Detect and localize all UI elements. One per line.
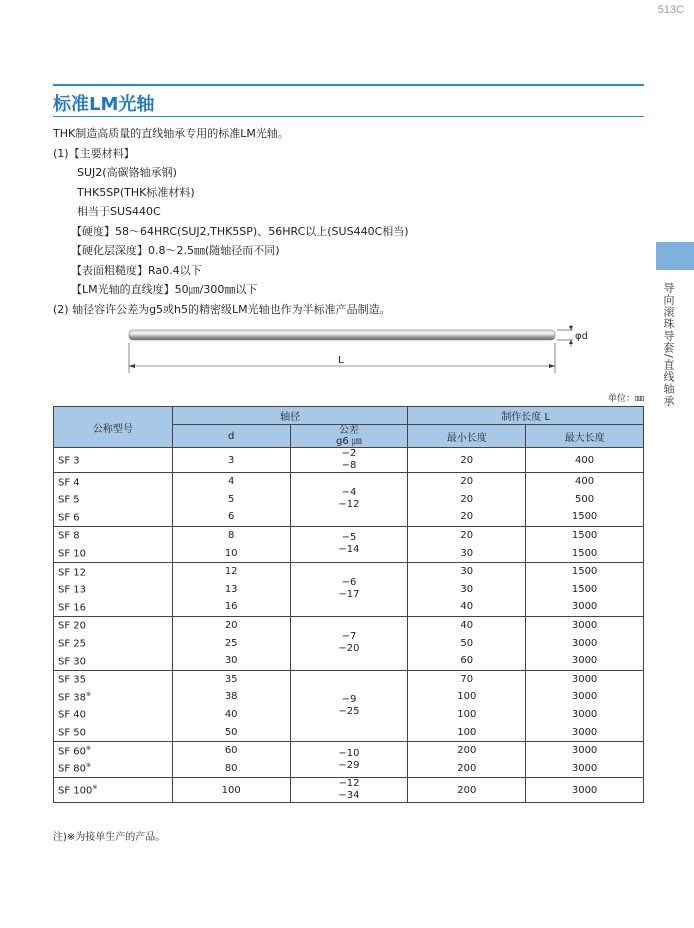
cell-max-length bbox=[526, 616, 644, 634]
table-row bbox=[54, 562, 644, 580]
item-2-text: (2) 轴径容许公差为g5或h5的精密级LM光轴也作为半标准产品制造。 bbox=[53, 302, 391, 316]
cell-model-text: SF 20 bbox=[58, 620, 87, 632]
cell-min-length-text: 20 bbox=[460, 530, 474, 542]
cell-model-text: SF 50 bbox=[58, 727, 87, 739]
cell-max-length-text: 1500 bbox=[571, 583, 598, 595]
cell-max-length-text: 3000 bbox=[571, 637, 598, 649]
cell-d-text: 16 bbox=[224, 601, 238, 613]
cell-min-length-text: 40 bbox=[460, 620, 474, 632]
page-number: 513C bbox=[657, 4, 684, 16]
cell-min-length-text: 30 bbox=[460, 583, 474, 595]
tolerance-lower: −25 bbox=[338, 705, 360, 717]
tolerance-lower: −34 bbox=[338, 790, 360, 802]
cell-model-text: SF 6 bbox=[58, 512, 80, 524]
cell-max-length-text: 3000 bbox=[571, 691, 598, 703]
header-max-length: 最大长度 bbox=[526, 425, 644, 448]
cell-d bbox=[172, 581, 290, 599]
cell-min-length bbox=[408, 508, 526, 526]
cell-min-length-text: 200 bbox=[457, 762, 477, 774]
cell-model-text: SF 40 bbox=[58, 709, 87, 721]
cell-d bbox=[172, 473, 290, 491]
side-tab bbox=[656, 242, 694, 270]
header-tolerance-label: 公差 bbox=[338, 425, 359, 436]
cell-model-text: SF 38 bbox=[58, 692, 87, 704]
cell-d-text: 50 bbox=[224, 726, 238, 738]
cell-min-length-text: 100 bbox=[457, 691, 477, 703]
materials-heading: (1)【主要材料】 bbox=[53, 146, 135, 160]
material-item: THK5SP(THK标准材料) bbox=[77, 185, 195, 199]
cell-tolerance bbox=[290, 741, 408, 777]
shaft-rod bbox=[129, 330, 555, 340]
header-min-length: 最小长度 bbox=[408, 425, 526, 448]
cell-max-length bbox=[526, 448, 644, 473]
cell-model bbox=[54, 778, 173, 803]
cell-max-length bbox=[526, 544, 644, 562]
tolerance-lower: −12 bbox=[338, 499, 360, 511]
cell-min-length bbox=[408, 598, 526, 616]
cell-model-text: SF 100 bbox=[58, 785, 93, 797]
made-to-order-mark: ※ bbox=[86, 744, 92, 752]
cell-min-length bbox=[408, 706, 526, 724]
cell-max-length-text: 1500 bbox=[571, 547, 598, 559]
cell-min-length bbox=[408, 544, 526, 562]
cell-min-length-text: 20 bbox=[460, 454, 474, 466]
cell-max-length-text: 3000 bbox=[571, 655, 598, 667]
cell-d bbox=[172, 526, 290, 544]
cell-d bbox=[172, 778, 290, 803]
cell-model-text: SF 80 bbox=[58, 763, 87, 775]
cell-d-text: 6 bbox=[228, 511, 235, 523]
cell-d-text: 4 bbox=[228, 476, 235, 488]
tolerance-upper: −10 bbox=[338, 747, 360, 759]
cell-model bbox=[54, 741, 173, 759]
cell-tolerance bbox=[290, 526, 408, 562]
cell-min-length-text: 50 bbox=[460, 637, 474, 649]
tolerance-lower: −29 bbox=[338, 759, 360, 771]
cell-max-length-text: 3000 bbox=[571, 601, 598, 613]
tolerance-upper: −5 bbox=[341, 532, 357, 544]
cell-model-text: SF 4 bbox=[58, 476, 80, 488]
cell-d bbox=[172, 448, 290, 473]
header-model: 公称型号 bbox=[54, 407, 173, 448]
footnote: 注)※为接单生产的产品。 bbox=[53, 832, 166, 843]
table-row bbox=[54, 670, 644, 688]
cell-d bbox=[172, 634, 290, 652]
cell-min-length bbox=[408, 688, 526, 706]
material-item: 相当于SUS440C bbox=[77, 205, 161, 218]
cell-d bbox=[172, 706, 290, 724]
cell-model bbox=[54, 508, 173, 526]
cell-max-length-text: 3000 bbox=[571, 762, 598, 774]
cell-max-length bbox=[526, 581, 644, 599]
cell-min-length bbox=[408, 616, 526, 634]
shaft-drawing bbox=[125, 325, 595, 375]
cell-max-length bbox=[526, 473, 644, 491]
cell-d-text: 10 bbox=[224, 547, 238, 559]
spec-straightness: 【LM光轴的直线度】50㎛/300㎜以下 bbox=[71, 283, 258, 296]
spec-hardened-depth: 【硬化层深度】0.8～2.5㎜(随轴径而不同) bbox=[71, 244, 280, 257]
cell-model bbox=[54, 491, 173, 509]
tolerance-lower: −17 bbox=[338, 589, 360, 601]
cell-model-text: SF 10 bbox=[58, 548, 87, 560]
cell-model-text: SF 12 bbox=[58, 566, 87, 578]
cell-max-length-text: 3000 bbox=[571, 709, 598, 721]
cell-max-length-text: 400 bbox=[575, 454, 595, 466]
cell-max-length-text: 1500 bbox=[571, 511, 598, 523]
cell-max-length bbox=[526, 508, 644, 526]
spec-hardness: 【硬度】58～64HRC(SUJ2,THK5SP)、56HRC以上(SUS440C相当) bbox=[71, 224, 409, 238]
intro-text: THK制造高质量的直线轴承专用的标准LM光轴。 bbox=[53, 127, 289, 140]
cell-d bbox=[172, 491, 290, 509]
cell-min-length-text: 200 bbox=[457, 745, 477, 757]
spec-roughness: 【表面粗糙度】Ra0.4以下 bbox=[71, 263, 202, 277]
tolerance-upper: −4 bbox=[341, 487, 357, 499]
page-title: 标准LM光轴 bbox=[53, 94, 155, 115]
cell-min-length bbox=[408, 723, 526, 741]
tolerance-upper: −12 bbox=[338, 778, 360, 790]
cell-d bbox=[172, 741, 290, 759]
cell-model bbox=[54, 581, 173, 599]
cell-model bbox=[54, 616, 173, 634]
cell-min-length-text: 20 bbox=[460, 511, 474, 523]
tolerance-lower: −8 bbox=[341, 460, 357, 471]
tolerance-lower: −14 bbox=[338, 544, 360, 556]
header-length: 制作长度 L bbox=[408, 407, 644, 425]
material-item: SUJ2(高碳铬轴承钢) bbox=[77, 166, 177, 179]
cell-max-length-text: 3000 bbox=[571, 784, 598, 796]
cell-max-length bbox=[526, 670, 644, 688]
cell-model-text: SF 25 bbox=[58, 638, 87, 650]
description-block bbox=[53, 124, 409, 319]
cell-d-text: 30 bbox=[224, 655, 238, 667]
cell-min-length bbox=[408, 448, 526, 473]
cell-model-text: SF 13 bbox=[58, 584, 87, 596]
cell-model bbox=[54, 634, 173, 652]
cell-min-length-text: 20 bbox=[460, 493, 474, 505]
cell-d bbox=[172, 616, 290, 634]
cell-model-text: SF 30 bbox=[58, 655, 87, 667]
cell-min-length-text: 20 bbox=[460, 476, 474, 488]
cell-max-length bbox=[526, 760, 644, 778]
cell-d-text: 5 bbox=[228, 493, 235, 505]
spec-table bbox=[53, 406, 644, 803]
table-row bbox=[54, 526, 644, 544]
cell-d bbox=[172, 723, 290, 741]
cell-min-length bbox=[408, 670, 526, 688]
header-shaft-diameter: 轴径 bbox=[172, 407, 408, 425]
header-tolerance-unit: g6 ㎛ bbox=[336, 436, 362, 447]
tolerance-upper: −7 bbox=[341, 631, 357, 643]
cell-d bbox=[172, 652, 290, 670]
cell-d-text: 80 bbox=[224, 762, 238, 774]
cell-model bbox=[54, 688, 173, 706]
cell-min-length bbox=[408, 581, 526, 599]
cell-min-length-text: 40 bbox=[460, 601, 474, 613]
table-row bbox=[54, 473, 644, 491]
cell-min-length bbox=[408, 562, 526, 580]
cell-model bbox=[54, 723, 173, 741]
dim-L-label: L bbox=[338, 355, 344, 366]
cell-tolerance bbox=[290, 562, 408, 616]
tolerance-lower: −20 bbox=[338, 643, 360, 655]
cell-tolerance bbox=[290, 616, 408, 670]
cell-d-text: 60 bbox=[224, 745, 238, 757]
cell-d-text: 8 bbox=[228, 530, 235, 542]
tolerance-upper: −9 bbox=[341, 693, 357, 705]
cell-min-length bbox=[408, 652, 526, 670]
cell-min-length bbox=[408, 760, 526, 778]
cell-model bbox=[54, 706, 173, 724]
cell-min-length-text: 70 bbox=[460, 673, 474, 685]
cell-d-text: 35 bbox=[224, 673, 238, 685]
cell-tolerance bbox=[290, 670, 408, 741]
cell-max-length bbox=[526, 491, 644, 509]
cell-max-length-text: 1500 bbox=[571, 530, 598, 542]
cell-d-text: 12 bbox=[224, 566, 238, 578]
header-d: d bbox=[172, 425, 290, 448]
cell-min-length-text: 30 bbox=[460, 547, 474, 559]
cell-model bbox=[54, 448, 173, 473]
cell-max-length bbox=[526, 778, 644, 803]
title-bar bbox=[53, 84, 644, 117]
table-row bbox=[54, 448, 644, 473]
cell-d bbox=[172, 562, 290, 580]
cell-min-length-text: 100 bbox=[457, 709, 477, 721]
unit-label: 单位：㎜ bbox=[607, 394, 644, 404]
cell-max-length-text: 400 bbox=[575, 476, 595, 488]
table-row bbox=[54, 616, 644, 634]
cell-max-length bbox=[526, 562, 644, 580]
cell-model-text: SF 60 bbox=[58, 745, 87, 757]
table-row bbox=[54, 778, 644, 803]
cell-min-length bbox=[408, 778, 526, 803]
cell-model-text: SF 5 bbox=[58, 494, 80, 506]
cell-d bbox=[172, 670, 290, 688]
cell-model-text: SF 8 bbox=[58, 530, 80, 542]
cell-max-length bbox=[526, 688, 644, 706]
cell-max-length-text: 3000 bbox=[571, 726, 598, 738]
tolerance-upper: −6 bbox=[341, 577, 357, 589]
cell-max-length-text: 3000 bbox=[571, 620, 598, 632]
cell-d bbox=[172, 760, 290, 778]
cell-min-length bbox=[408, 526, 526, 544]
made-to-order-mark: ※ bbox=[86, 690, 92, 698]
made-to-order-mark: ※ bbox=[92, 783, 98, 791]
cell-d bbox=[172, 598, 290, 616]
table-row bbox=[54, 741, 644, 759]
cell-d-text: 20 bbox=[224, 620, 238, 632]
cell-model bbox=[54, 473, 173, 491]
cell-min-length bbox=[408, 491, 526, 509]
cell-model bbox=[54, 670, 173, 688]
header-tolerance bbox=[290, 425, 408, 448]
tolerance-upper: −2 bbox=[341, 448, 357, 459]
cell-d bbox=[172, 688, 290, 706]
cell-d-text: 40 bbox=[224, 709, 238, 721]
cell-model-text: SF 16 bbox=[58, 602, 87, 614]
spec-table-body bbox=[54, 448, 644, 803]
cell-min-length-text: 100 bbox=[457, 726, 477, 738]
cell-max-length bbox=[526, 706, 644, 724]
cell-max-length-text: 500 bbox=[575, 493, 595, 505]
cell-model bbox=[54, 760, 173, 778]
cell-max-length-text: 3000 bbox=[571, 673, 598, 685]
cell-tolerance bbox=[290, 778, 408, 803]
side-tab-label: 导向滚珠导套/直线轴承 bbox=[662, 282, 675, 407]
cell-min-length bbox=[408, 741, 526, 759]
cell-max-length bbox=[526, 652, 644, 670]
cell-d-text: 25 bbox=[224, 637, 238, 649]
cell-model bbox=[54, 598, 173, 616]
made-to-order-mark: ※ bbox=[86, 762, 92, 770]
cell-d bbox=[172, 544, 290, 562]
dim-d-label: φd bbox=[575, 331, 588, 342]
cell-model bbox=[54, 562, 173, 580]
cell-max-length bbox=[526, 634, 644, 652]
cell-model-text: SF 35 bbox=[58, 674, 87, 686]
cell-min-length-text: 60 bbox=[460, 655, 474, 667]
cell-d-text: 13 bbox=[224, 583, 238, 595]
cell-d bbox=[172, 508, 290, 526]
cell-d-text: 3 bbox=[228, 454, 235, 466]
cell-max-length bbox=[526, 598, 644, 616]
cell-max-length bbox=[526, 723, 644, 741]
cell-tolerance bbox=[290, 473, 408, 527]
cell-max-length-text: 3000 bbox=[571, 745, 598, 757]
cell-min-length-text: 200 bbox=[457, 784, 477, 796]
cell-min-length bbox=[408, 634, 526, 652]
cell-model bbox=[54, 652, 173, 670]
cell-max-length-text: 1500 bbox=[571, 566, 598, 578]
shaft-diagram bbox=[125, 325, 595, 375]
cell-model bbox=[54, 544, 173, 562]
cell-min-length-text: 30 bbox=[460, 566, 474, 578]
cell-max-length bbox=[526, 526, 644, 544]
cell-model-text: SF 3 bbox=[58, 455, 80, 467]
cell-d-text: 100 bbox=[221, 784, 241, 796]
cell-model bbox=[54, 526, 173, 544]
cell-min-length bbox=[408, 473, 526, 491]
cell-tolerance bbox=[290, 448, 408, 473]
cell-max-length bbox=[526, 741, 644, 759]
cell-d-text: 38 bbox=[224, 691, 238, 703]
